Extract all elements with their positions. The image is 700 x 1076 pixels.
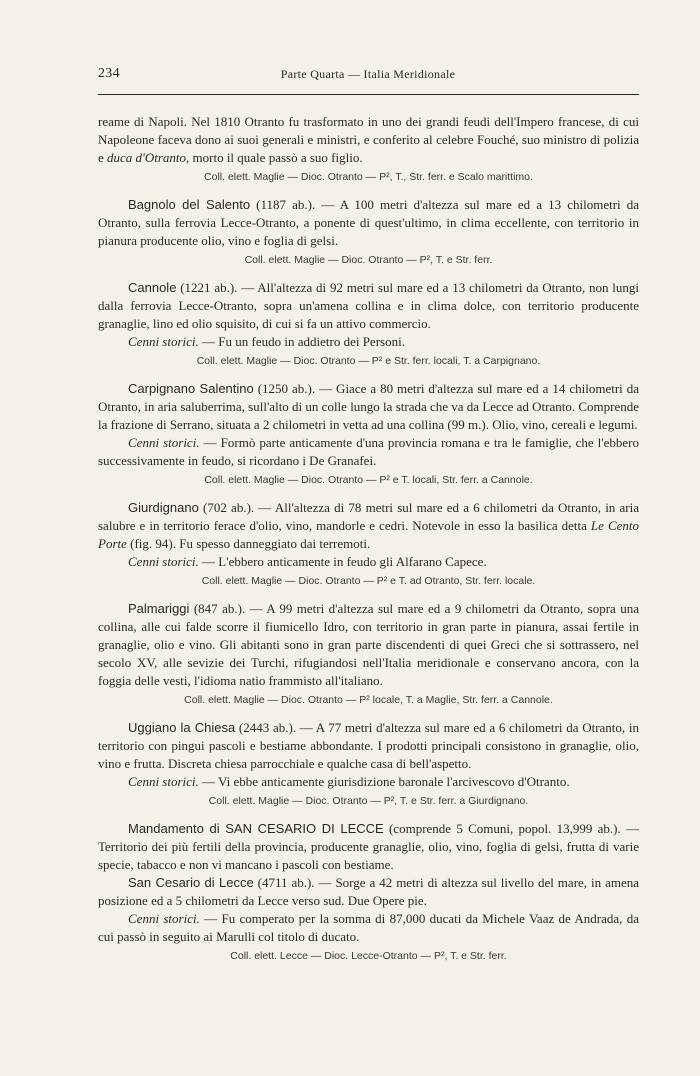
page-content: [98, 113, 639, 963]
place-name: Cannole: [128, 280, 177, 295]
entry-uggiano: [98, 719, 639, 808]
mandamento-name: Mandamento di SAN CESARIO DI LECCE: [128, 821, 384, 836]
place-name: San Cesario di Lecce: [128, 875, 254, 890]
collegio-line: Coll. elett. Maglie — Dioc. Otranto — P² e Str. ferr. locali, T. a Carpignano.: [196, 355, 541, 367]
place-name: Uggiano la Chiesa: [128, 720, 236, 735]
entry-text: Giurdignano (702 ab.). — All'altezza di 78 metri sul mare ed a 6 chilometri da Otranto, in aria salubre e in territorio ferace d'olio, vino, mandorle e cedri. Notevole in esso la basilica detta Le Cento Porte (fig. 94). Fu spesso danneggiato dai terremoti.: [98, 500, 639, 551]
cenni-storici: Cenni storici. — Formò parte anticamente d'una provincia romana e tra le famiglie, che l'ebbero successivamente in feudo, si ricordano i De Granafei.: [98, 435, 639, 468]
entry-text: Palmariggi (847 ab.). — A 99 metri d'altezza sul mare ed a 9 chilometri da Otranto, sopra una collina, alle cui falde scorre il fiumicello Idro, con territorio in gran parte in pianura, assai fertile in granaglie, olio e vino. Gli abitanti sono in gran parte discendenti di quei Greci che si sottrassero, nel secolo XV, alle sevizie dei Turchi, rifugiandosi nell'Italia meridionale e conservano ancora, con la foggia delle vesti, l'idioma natio frammisto all'italiano.: [98, 601, 639, 688]
header-rule: [98, 94, 639, 95]
entry-bagnolo: [98, 196, 639, 267]
entry-palmariggi: [98, 600, 639, 707]
entry-giurdignano: [98, 499, 639, 588]
entry-text: Uggiano la Chiesa (2443 ab.). — A 77 metri d'altezza sul mare ed a 6 chilometri da Otranto, in territorio con pingui pascoli e bestiame abbondante. I prodotti principali consistono in granaglie, olio, vino e frutta. Discreta chiesa parrocchiale e qualche casa di bell'aspetto.: [98, 720, 639, 771]
entry-text: Cannole (1221 ab.). — All'altezza di 92 metri sul mare ed a 13 chilometri da Otranto, non lungi dalla ferrovia Lecce-Otranto, sopra un'amena collina e in clima dolce, con territorio producente granaglie, lino ed olio squisito, di cui si fa un attivo commercio.: [98, 280, 639, 331]
place-name: Carpignano Salentino: [128, 381, 254, 396]
collegio-line: Coll. elett. Maglie — Dioc. Otranto — P² locale, T. a Maglie, Str. ferr. a Cannole.: [184, 694, 553, 706]
page-number: 234: [98, 66, 120, 81]
entry-text: San Cesario di Lecce (4711 ab.). — Sorge a 42 metri di altezza sul livello del mare, in amena posizione ed a 5 chilometri da Lecce verso sud. Due Opere pie.: [98, 875, 639, 908]
collegio-line: Coll. elett. Lecce — Dioc. Lecce-Otranto — P², T. e Str. ferr.: [230, 950, 507, 962]
cenni-storici: Cenni storici. — L'ebbero anticamente in feudo gli Alfarano Capece.: [128, 554, 487, 569]
running-head: Parte Quarta — Italia Meridionale: [280, 67, 456, 81]
entry-carpignano: [98, 380, 639, 487]
collegio-line: Coll. elett. Maglie — Dioc. Otranto — P², T., Str. ferr. e Scalo marittimo.: [204, 171, 533, 183]
entry-cannole: [98, 279, 639, 368]
place-name: Palmariggi: [128, 601, 190, 616]
entry-text: Mandamento di SAN CESARIO DI LECCE (comprende 5 Comuni, popol. 13,999 ab.). — Territorio dei più fertili della provincia, producente granaglie, olio, vino, foglia di gelsi, frutta di varie specie, tabacco e non vi mancano i pascoli con bestiame.: [98, 821, 639, 872]
entry-text: reame di Napoli. Nel 1810 Otranto fu trasformato in uno dei grandi feudi dell'Impero francese, di cui Napoleone faceva dono ai suoi generali e ministri, e conferito al celebre Fouché, suo ministro di polizia e duca d'Otranto, morto il quale passò a suo figlio.: [98, 114, 639, 165]
collegio-line: Coll. elett. Maglie — Dioc. Otranto — P², T. e Str. ferr.: [244, 254, 493, 266]
collegio-line: Coll. elett. Maglie — Dioc. Otranto — P² e T. locali, Str. ferr. a Cannole.: [204, 474, 533, 486]
entry-text: Carpignano Salentino (1250 ab.). — Giace a 80 metri d'altezza sul mare ed a 14 chilometri da Otranto, in aria saluberrima, sull'alto di un colle lungo la strada che va da Lecce ad Otranto. Comprende la frazione di Serrano, situata a 2 chilometri in vetta ad una collina (99 m.). Olio, vino, cereali e legumi.: [98, 381, 640, 432]
place-name: Bagnolo del Salento: [128, 197, 251, 212]
cenni-storici: Cenni storici. — Vi ebbe anticamente giurisdizione baronale l'arcivescovo d'Otranto.: [128, 774, 570, 789]
place-name: Giurdignano: [128, 500, 199, 515]
cenni-storici: Cenni storici. — Fu comperato per la somma di 87,000 ducati da Michele Vaaz de Andrada, da cui passò in seguito ai Marulli col titolo di ducato.: [98, 911, 639, 944]
page-header: [98, 66, 638, 84]
continuation-entry: [98, 113, 639, 184]
cenni-storici: Cenni storici. — Fu un feudo in addietro dei Personi.: [128, 334, 405, 349]
collegio-line: Coll. elett. Maglie — Dioc. Otranto — P², T. e Str. ferr. a Giurdignano.: [208, 795, 529, 807]
entry-text: Bagnolo del Salento (1187 ab.). — A 100 metri d'altezza sul mare ed a 13 chilometri da Otranto, sulla ferrovia Lecce-Otranto, a ponente di quest'ultimo, in clima eccellente, con territorio in pianura producente olio, vino e foglia di gelsi.: [98, 197, 640, 248]
entry-mandamento: [98, 820, 639, 963]
collegio-line: Coll. elett. Maglie — Dioc. Otranto — P² e T. ad Otranto, Str. ferr. locale.: [201, 575, 536, 587]
